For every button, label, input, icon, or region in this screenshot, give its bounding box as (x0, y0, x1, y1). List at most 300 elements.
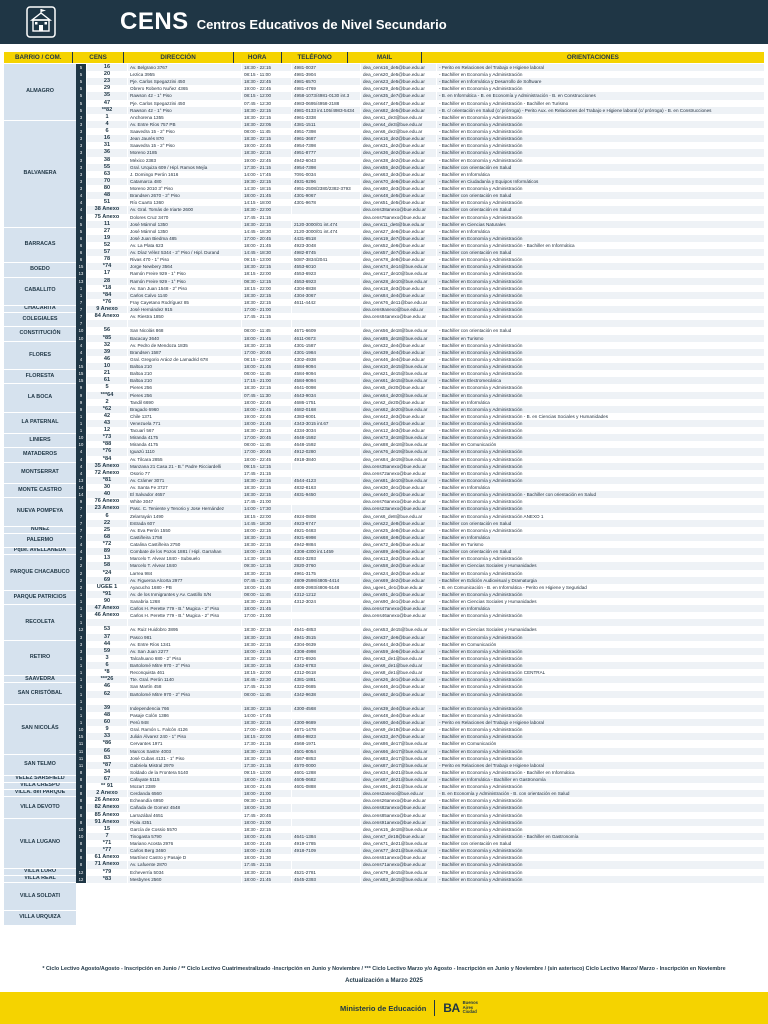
orientation: - Bachiller en Turismo (439, 335, 484, 341)
email[interactable]: dea.cens75anexo@bue.edu.ar (361, 214, 437, 221)
phone[interactable]: 4961-3175 (292, 570, 361, 577)
email[interactable]: dea_cens1_de3@bue.edu.ar (361, 114, 437, 121)
commune-number: 9 (76, 498, 87, 505)
email[interactable]: dea_cens73_de18@bue.edu.ar (361, 434, 437, 441)
phone[interactable]: 4501-8054 (292, 748, 361, 755)
phone[interactable]: 4961-3687 (292, 135, 361, 142)
orientation: - Bachiller en Economía y Administración (439, 421, 523, 426)
phone[interactable]: 4923-3048 (292, 242, 361, 249)
phone[interactable] (292, 790, 361, 797)
phone[interactable] (292, 612, 361, 619)
phone[interactable]: 4809-2598/4805-4414 (292, 577, 361, 584)
phone[interactable]: 4942-9884 (292, 541, 361, 548)
commune-number: 1 (76, 669, 87, 676)
email[interactable]: dea_cens3_de1@bue.edu.ar (361, 655, 437, 662)
email[interactable]: dea.cens61anexo@bue.edu.ar (361, 854, 437, 861)
phone[interactable]: 4381-1881 (292, 676, 361, 683)
address: Pasaje Colón 1386 (128, 712, 242, 719)
email[interactable]: dea_cens64_de20@bue.edu.ar (361, 392, 437, 399)
phone[interactable] (292, 498, 361, 505)
table-row (76, 584, 764, 591)
phone[interactable]: 4806-2993/4806-5148 (292, 584, 361, 591)
address: Saavedra 15 - 2° Piso (128, 128, 242, 135)
address: Miranda 4175 (128, 434, 242, 441)
phone[interactable] (292, 313, 361, 320)
phone[interactable]: 4961-3338 (292, 114, 361, 121)
phone[interactable]: 4611-0673 (292, 335, 361, 342)
phone[interactable]: 5087-3834/2041 (292, 256, 361, 263)
commune-number: 1 (76, 655, 87, 662)
email[interactable]: dea_cens34_de21@bue.edu.ar (361, 769, 437, 776)
orientation: - Bachiller en Ciencias Naturales (439, 221, 506, 227)
phone[interactable]: 4371-8926 (292, 655, 361, 662)
email[interactable]: dea_cens16_de2@bue.edu.ar (361, 135, 437, 142)
email[interactable]: dea_cens90_de1@bue.edu.ar (361, 598, 437, 605)
column-header-orientaciones: ORIENTACIONES (422, 52, 764, 63)
address: Carlos Berg 3460 (128, 847, 242, 854)
email[interactable]: dea_cens10_de15@bue.edu.ar (361, 363, 437, 370)
email[interactable]: dea_cens46_de1@bue.edu.ar (361, 683, 437, 690)
email[interactable]: dea.cens38anexo@bue.edu.ar (361, 206, 437, 213)
schedule: 18:30 - 22:15 (242, 541, 292, 548)
phone[interactable]: 4981-4769 (292, 85, 361, 92)
commune-number: 10 (76, 826, 87, 833)
phone[interactable]: 4431-8518 (292, 235, 361, 242)
address: México 2383 (128, 157, 242, 164)
email[interactable]: dea_cens48_de5@bue.edu.ar (361, 192, 437, 199)
phone[interactable]: 4682-0168 (292, 406, 361, 413)
email[interactable]: dea_cens24_de2@bue.edu.ar (361, 570, 437, 577)
phone[interactable]: 4301-1587 (292, 342, 361, 349)
email[interactable]: dea_cens47_de5@bue.edu.ar (361, 100, 437, 107)
email[interactable]: dea_cens18_de3@bue.edu.ar (361, 285, 437, 292)
email[interactable]: dea.cens9anexo@bue.edu.ar (361, 306, 437, 313)
orientation: - B. en Economía y Administración - B. con orientación en Salud (439, 791, 570, 797)
email[interactable]: dea_cens5_de20@bue.edu.ar (361, 384, 437, 391)
email[interactable]: dea_cens6_de8@bue.edu.ar (361, 513, 437, 520)
commune-number: 3 (76, 149, 87, 156)
phone[interactable]: 4605-0682 (292, 776, 361, 783)
phone[interactable]: 2120-3000/01 int.474 (292, 228, 361, 235)
email[interactable]: dea_cens39_de4@bue.edu.ar (361, 705, 437, 712)
email[interactable]: dea_cens27_de6@bue.edu.ar (361, 228, 437, 235)
email[interactable]: dea_cens22_de8@bue.edu.ar (361, 520, 437, 527)
email[interactable]: dea.cens2anexo@bue.edu.ar (361, 790, 437, 797)
phone[interactable]: 7091-0034 (292, 171, 361, 178)
email[interactable]: dea_cens29_de5@bue.edu.ar (361, 85, 437, 92)
phone[interactable]: 4954-7398 (292, 142, 361, 149)
phone[interactable]: 4921-0483 (292, 527, 361, 534)
phone[interactable] (292, 505, 361, 512)
table-row (76, 719, 764, 726)
phone[interactable]: 4643-9034 (292, 392, 361, 399)
phone[interactable] (292, 206, 361, 213)
email[interactable]: dea_cens70_de6@bue.edu.ar (361, 178, 437, 185)
email[interactable]: dea_cens80_de3@bue.edu.ar (361, 185, 437, 192)
phone[interactable]: 4951-7398 (292, 128, 361, 135)
email[interactable] (361, 320, 437, 327)
email[interactable]: dea_cens72_de5@bue.edu.ar (361, 541, 437, 548)
email[interactable]: dea.cens72anexo@bue.edu.ar (361, 470, 437, 477)
email[interactable]: dea_cens51_de5@bue.edu.ar (361, 199, 437, 206)
phone[interactable]: 4541-4853 (292, 626, 361, 633)
orientation (437, 698, 764, 705)
email[interactable]: dea_cens46_de4@bue.edu.ar (361, 356, 437, 363)
email[interactable]: dea_cens87_de17@bue.edu.ar (361, 762, 437, 769)
email[interactable]: dea_cens59_de6@bue.edu.ar (361, 648, 437, 655)
phone[interactable]: 4301-9067 (292, 192, 361, 199)
email[interactable]: dea.cens35anexo@bue.edu.ar (361, 463, 437, 470)
email[interactable]: dea_cens36_de2@bue.edu.ar (361, 149, 437, 156)
phone[interactable]: 4343-3015 int.67 (292, 420, 361, 427)
phone[interactable]: 4383-6001 (292, 413, 361, 420)
phone[interactable]: 4601-1288 (292, 769, 361, 776)
email[interactable]: dea_cens71_de21@bue.edu.ar (361, 840, 437, 847)
phone[interactable]: 4854-9823 (292, 733, 361, 740)
phone[interactable]: 4671-6609 (292, 327, 361, 334)
phone[interactable] (292, 854, 361, 861)
phone[interactable] (292, 470, 361, 477)
phone[interactable] (292, 819, 361, 826)
email[interactable]: dea.cens26anexo@bue.edu.ar (361, 797, 437, 804)
email[interactable]: dea_cens44_de3@bue.edu.ar (361, 641, 437, 648)
phone[interactable]: 4312-1212 (292, 591, 361, 598)
phone[interactable]: 4611-4442 (292, 299, 361, 306)
schedule: 17:30 - 21:15 (242, 740, 292, 747)
email[interactable]: dea.cens76anexo@bue.edu.ar (361, 498, 437, 505)
email[interactable]: dea.cens23anexo@bue.edu.ar (361, 505, 437, 512)
email[interactable]: dea_cens74_de14@bue.edu.ar (361, 263, 437, 270)
commune-number: 10 (76, 327, 87, 334)
email[interactable]: dea_cens53_de15@bue.edu.ar (361, 626, 437, 633)
email[interactable]: dea_cens4_de3@bue.edu.ar (361, 121, 437, 128)
email[interactable]: dea_cens33_de7@bue.edu.ar (361, 733, 437, 740)
phone[interactable]: 4951-2508/2380/2382-3793 (292, 185, 361, 192)
table-row (76, 876, 764, 883)
commune-number: 5 (76, 71, 87, 78)
email[interactable]: dea_cens76_de11@bue.edu.ar (361, 299, 437, 306)
email[interactable]: dea_cens55_de2@bue.edu.ar (361, 164, 437, 171)
orientation: - Bachiller con orientación en Salud (439, 841, 512, 847)
phone[interactable]: 4521-2781 (292, 869, 361, 876)
commune-number: 3 (76, 135, 87, 142)
phone[interactable]: 4942-6043 (292, 157, 361, 164)
email[interactable]: dea_cens25_de8@bue.edu.ar (361, 527, 437, 534)
email[interactable]: dea_cens32_de4@bue.edu.ar (361, 342, 437, 349)
phone[interactable]: 4686-1751 (292, 399, 361, 406)
orientation: - B. en Informática - B. en Economía y Administración - B. en Construcciones (439, 93, 596, 99)
phone[interactable] (292, 320, 361, 327)
address: Bartolomé Mitre 970 - 2° Piso (128, 662, 242, 669)
table-row (76, 819, 764, 826)
phone[interactable]: 4919-1785 (292, 840, 361, 847)
phone[interactable]: 4553-6010 (292, 263, 361, 270)
phone[interactable]: 4924-0808 (292, 513, 361, 520)
email[interactable]: dea_cens13_de2@bue.edu.ar (361, 555, 437, 562)
cens-number: 12 (87, 427, 128, 434)
address: Carlos Calvo 1140 (128, 292, 242, 299)
schedule: 18:00 - 21:45 (242, 648, 292, 655)
phone[interactable]: 4931-9296 (292, 178, 361, 185)
phone[interactable] (292, 463, 361, 470)
phone[interactable]: 4918-7109 (292, 847, 361, 854)
email[interactable]: dea.cens71anexo@bue.edu.ar (361, 861, 437, 868)
commune-number: 4 (76, 206, 87, 213)
email[interactable]: dea_cens85_de18@bue.edu.ar (361, 335, 437, 342)
phone[interactable] (292, 698, 361, 705)
email[interactable]: dea_cens2_de20@bue.edu.ar (361, 399, 437, 406)
phone[interactable]: 4342-6783 (292, 662, 361, 669)
email[interactable]: dea_cens20_de5@bue.edu.ar (361, 71, 437, 78)
schedule: 18:15 - 22:00 (242, 733, 292, 740)
schedule: 18:00 - 21:45 (242, 840, 292, 847)
email[interactable]: dea_cens68_de8@bue.edu.ar (361, 534, 437, 541)
email[interactable]: dea_cens60_de4@bue.edu.ar (361, 719, 437, 726)
email[interactable]: dea_cens21_de15@bue.edu.ar (361, 370, 437, 377)
phone[interactable]: 4584-9094 (292, 370, 361, 377)
phone[interactable]: 4304-0639 (292, 641, 361, 648)
address: José Mármol 1350 (128, 221, 242, 228)
email[interactable]: dea_cens12_de3@bue.edu.ar (361, 427, 437, 434)
phone[interactable]: 4301-1984 (292, 349, 361, 356)
address: Moreno 2010 3° Piso (128, 185, 242, 192)
email[interactable]: dea_cens67_de21@bue.edu.ar (361, 776, 437, 783)
phone[interactable]: 4553-6923 (292, 270, 361, 277)
email[interactable]: dea_cens84_de19@bue.edu.ar (361, 456, 437, 463)
phone[interactable] (292, 861, 361, 868)
email[interactable]: dea_cens28_de10@bue.edu.ar (361, 278, 437, 285)
email[interactable] (361, 698, 437, 705)
phone[interactable] (292, 812, 361, 819)
orientation: - Bachiller en Economía y Administración (439, 613, 523, 619)
phone[interactable]: 4918-3840 (292, 456, 361, 463)
table-row (76, 178, 764, 185)
phone[interactable] (292, 797, 361, 804)
commune-number: 2 (76, 584, 87, 591)
email[interactable]: dea_cens77_de21@bue.edu.ar (361, 847, 437, 854)
email[interactable]: dea_cens84_de4@bue.edu.ar (361, 292, 437, 299)
email[interactable]: dea.cens47anexo@bue.edu.ar (361, 605, 437, 612)
orientation: - Bachiller en Economía y Administración (439, 855, 523, 861)
email[interactable]: dea_cens26_de1@bue.edu.ar (361, 676, 437, 683)
phone[interactable]: 4958-1073/4981-0130 int.3 (292, 92, 361, 99)
email[interactable]: dea_cens39_de4@bue.edu.ar (361, 349, 437, 356)
phone[interactable]: 4322-0685 (292, 683, 361, 690)
email[interactable]: dea_cens83_de15@bue.edu.ar (361, 876, 437, 883)
table-row (76, 242, 764, 249)
email[interactable]: dea_cens76_de19@bue.edu.ar (361, 448, 437, 455)
phone[interactable]: 4334-3034 (292, 427, 361, 434)
orientation: - Bachiller en Ciencias Sociales y Humanidades (439, 563, 537, 569)
email[interactable]: dea_cens58_de2@bue.edu.ar (361, 562, 437, 569)
phone[interactable]: 4301-9678 (292, 199, 361, 206)
phone[interactable]: 4342-9638 (292, 691, 361, 698)
email[interactable]: dea_cens35_de7@bue.edu.ar (361, 92, 437, 99)
table-row (76, 676, 764, 683)
email[interactable]: dea_cens38_de2@bue.edu.ar (361, 157, 437, 164)
phone[interactable]: 4304-3067 (292, 292, 361, 299)
address: Av. Crámer 3071 (128, 477, 242, 484)
phone[interactable] (292, 826, 361, 833)
commune-number: 10 (76, 833, 87, 840)
email[interactable]: dea_cens56_de18@bue.edu.ar (361, 327, 437, 334)
orientation: - Bachiller en Ciencias Sociales y Humanidades (439, 599, 537, 604)
email[interactable] (361, 619, 437, 626)
phone[interactable] (292, 712, 361, 719)
phone[interactable] (292, 804, 361, 811)
email[interactable]: dea_cens19_de7@bue.edu.ar (361, 235, 437, 242)
phone[interactable]: 4832-8163 (292, 484, 361, 491)
email[interactable]: dea_cens52_de6@bue.edu.ar (361, 242, 437, 249)
phone[interactable]: 4567-8853 (292, 755, 361, 762)
email[interactable]: dea_cens37_de6@bue.edu.ar (361, 634, 437, 641)
phone[interactable]: 4308-4300 int.1459 (292, 548, 361, 555)
phone[interactable]: 4584-9094 (292, 363, 361, 370)
email[interactable]: dea_cens69_de2@bue.edu.ar (361, 577, 437, 584)
email[interactable]: dea_cens66_de17@bue.edu.ar (361, 748, 437, 755)
phone[interactable]: 4601-0888 (292, 783, 361, 790)
email[interactable]: dea.cens85anexo@bue.edu.ar (361, 812, 437, 819)
cens-number: **82 (87, 107, 128, 114)
cens-number: 43 (87, 420, 128, 427)
schedule: 17:00 - 20:45 (242, 349, 292, 356)
phone[interactable] (292, 605, 361, 612)
email[interactable]: dea_cens62_de20@bue.edu.ar (361, 406, 437, 413)
phone[interactable]: 4954-7398 (292, 164, 361, 171)
address: White 3047 (128, 498, 242, 505)
email[interactable]: dea_cens42_de3@bue.edu.ar (361, 413, 437, 420)
phone[interactable]: 4648-1592 (292, 434, 361, 441)
email[interactable]: dea_cens83_de17@bue.edu.ar (361, 755, 437, 762)
phone[interactable]: 4982-8745 (292, 249, 361, 256)
phone[interactable]: 4308-4998 (292, 648, 361, 655)
phone[interactable]: 4304-8838 (292, 285, 361, 292)
phone[interactable]: 4981-6570 (292, 78, 361, 85)
schedule: 17:45 - 21:15 (242, 313, 292, 320)
orientation: - Bachiller en Economía y Administración (439, 784, 523, 790)
email[interactable]: dea_cens86_de17@bue.edu.ar (361, 740, 437, 747)
email[interactable]: dea_cens23_de5@bue.edu.ar (361, 78, 437, 85)
phone[interactable]: 4941-3515 (292, 634, 361, 641)
email[interactable]: dea_cens79_de15@bue.edu.ar (361, 869, 437, 876)
email[interactable]: dea_cens61_de15@bue.edu.ar (361, 377, 437, 384)
phone[interactable]: 4981-0037 (292, 64, 361, 71)
email[interactable]: dea_cens48_de4@bue.edu.ar (361, 712, 437, 719)
email[interactable]: dea.cens82anexo@bue.edu.ar (361, 804, 437, 811)
phone[interactable] (292, 214, 361, 221)
email[interactable]: dea_cens63_de3@bue.edu.ar (361, 171, 437, 178)
phone[interactable]: 4824-3293 (292, 555, 361, 562)
table-row (76, 299, 764, 306)
phone[interactable]: 4300-9689 (292, 719, 361, 726)
email[interactable]: dea_cens89_de6@bue.edu.ar (361, 548, 437, 555)
orientation: - Bachiller en Economía y Administración (439, 342, 523, 348)
orientation: - Bachiller en Informática y Desarrollo de Software (439, 79, 542, 85)
email[interactable]: dea_cens81_de10@bue.edu.ar (361, 477, 437, 484)
phone[interactable]: 4923-6747 (292, 520, 361, 527)
email[interactable]: dea_cens43_de1@bue.edu.ar (361, 420, 437, 427)
orientation: - Bachiller en Turismo (439, 542, 484, 548)
email[interactable]: dea_cens6_de1@bue.edu.ar (361, 662, 437, 669)
phone[interactable]: 4545-2393 (292, 876, 361, 883)
phone[interactable]: 4553-6923 (292, 278, 361, 285)
phone[interactable]: 4584-9094 (292, 377, 361, 384)
phone[interactable]: 4570-0000 (292, 762, 361, 769)
email[interactable]: dea_cens40_de1@bue.edu.ar (361, 491, 437, 498)
table-row (76, 78, 764, 85)
address: Baltoa 210 (128, 377, 242, 384)
email[interactable]: dea_cens91_de21@bue.edu.ar (361, 783, 437, 790)
phone[interactable]: 4300-4568 (292, 705, 361, 712)
email[interactable]: dea_cens8_de1@bue.edu.ar (361, 669, 437, 676)
phone[interactable]: 2120-3000/01 int.474 (292, 221, 361, 228)
schedule: 18:30 - 22:15 (242, 342, 292, 349)
phone[interactable]: 4641-1384 (292, 833, 361, 840)
phone[interactable] (292, 619, 361, 626)
table-row (76, 812, 764, 819)
commune-number: 1 (76, 676, 87, 683)
phone[interactable]: 4921-6998 (292, 534, 361, 541)
phone[interactable]: 4912-0280 (292, 448, 361, 455)
phone[interactable]: 4568-1971 (292, 740, 361, 747)
phone[interactable]: 4981-3904 (292, 71, 361, 78)
email[interactable]: dea_cens82_de5@bue.edu.ar (361, 107, 437, 114)
commune-number: 1 (76, 612, 87, 619)
email[interactable]: dea_cens6_de2@bue.edu.ar (361, 128, 437, 135)
phone[interactable]: 4312-0618 (292, 669, 361, 676)
email[interactable]: dea.cens46anexo@bue.edu.ar (361, 612, 437, 619)
phone[interactable]: 4981-0133 int.105/4983-5434 (292, 107, 361, 114)
cens-number: 61 (87, 377, 128, 384)
phone[interactable]: 4312-3024 (292, 598, 361, 605)
phone[interactable]: 4544-4123 (292, 477, 361, 484)
phone[interactable]: 4648-1592 (292, 441, 361, 448)
orientation: - Bachiller en Economía y Administración (439, 691, 523, 697)
phone[interactable]: 4381-1511 (292, 121, 361, 128)
email[interactable]: dea_cens88_de18@bue.edu.ar (361, 441, 437, 448)
phone[interactable]: 4302-4938 (292, 356, 361, 363)
email[interactable]: dea_cens57_de7@bue.edu.ar (361, 249, 437, 256)
email[interactable]: dea.cens84anexo@bue.edu.ar (361, 313, 437, 320)
email[interactable]: dea_cens78_de8@bue.edu.ar (361, 256, 437, 263)
email[interactable]: dea_cens16_de5@bue.edu.ar (361, 64, 437, 71)
phone[interactable]: 2820-3760 (292, 562, 361, 569)
email[interactable]: dea_cens7_de18@bue.edu.ar (361, 833, 437, 840)
phone[interactable]: 4641-0098 (292, 384, 361, 391)
email[interactable]: dea.cens91anexo@bue.edu.ar (361, 819, 437, 826)
email[interactable]: dea_cens15_de18@bue.edu.ar (361, 826, 437, 833)
email[interactable]: dea_ugee1_de1@bue.edu.ar (361, 584, 437, 591)
phone[interactable]: 4983-0695/4958-2188 (292, 100, 361, 107)
cens-number: 40 (87, 491, 128, 498)
orientation: - Bachiller en Economía y Administración (439, 798, 523, 804)
neighborhood-label: BOEDO (4, 263, 76, 277)
email[interactable]: dea_cens30_de1@bue.edu.ar (361, 484, 437, 491)
email[interactable]: dea_cens9_de18@bue.edu.ar (361, 726, 437, 733)
email[interactable]: dea_cens91_de1@bue.edu.ar (361, 591, 437, 598)
email[interactable]: dea_cens31_de2@bue.edu.ar (361, 142, 437, 149)
orientation: - Bachiller en Economía y Administración (439, 214, 523, 220)
phone[interactable] (292, 306, 361, 313)
email[interactable]: dea_cens11_de6@bue.edu.ar (361, 221, 437, 228)
phone[interactable]: 4671-1478 (292, 726, 361, 733)
cens-number: 66 (87, 748, 128, 755)
email[interactable]: dea_cens62_de1@bue.edu.ar (361, 691, 437, 698)
commune-number: 13 (76, 278, 87, 285)
phone[interactable]: 4951-8777 (292, 149, 361, 156)
phone[interactable]: 4831-9450 (292, 491, 361, 498)
email[interactable]: dea_cens17_de10@bue.edu.ar (361, 270, 437, 277)
